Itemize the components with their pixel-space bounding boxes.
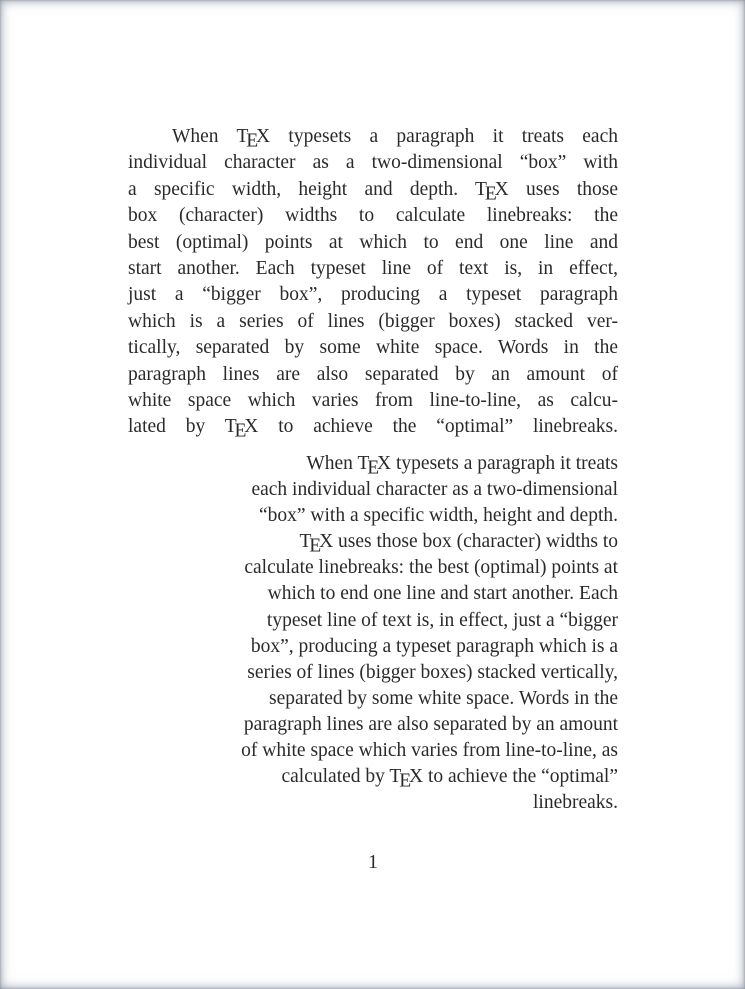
text-line: “box” with a specific width, height and depth. (258, 505, 618, 527)
text-line: start another. Each typeset line of text is, in effect, (128, 258, 618, 280)
text-line: calculated by TEX to achieve the “optimal” (281, 766, 618, 792)
text-line: which to end one line and start another. Each (267, 583, 618, 605)
text-line: separated by some white space. Words in the (269, 687, 618, 709)
text-line: series of lines (bigger boxes) stacked vertically, (247, 661, 618, 683)
tex-logo: TEX (236, 126, 271, 152)
page-number: 1 (368, 851, 378, 873)
tex-logo: TEX (389, 766, 424, 792)
text-line: of white space which varies from line-to-line, as (241, 740, 618, 762)
text-line: tically, separated by some white space. Words in the (128, 337, 618, 359)
tex-logo: TEX (224, 416, 259, 442)
tex-logo: TEX (357, 453, 392, 479)
text-line: typeset line of text is, in effect, just a “bigger (266, 609, 618, 631)
tex-logo: TEX (299, 531, 334, 557)
text-line: paragraph lines are also separated by an amount of (128, 363, 618, 385)
text-line: best (optimal) points at which to end one line and (128, 231, 618, 253)
text-line: calculate linebreaks: the best (optimal) points at (244, 557, 618, 579)
text-line: each individual character as a two-dimensional (251, 479, 618, 501)
paragraph-right-aligned (128, 451, 618, 816)
text-line: a specific width, height and depth. TEX uses those (128, 178, 618, 205)
text-line: When TEX typesets a paragraph it treats each (172, 126, 618, 152)
paragraph-justified (128, 124, 618, 441)
text-line: paragraph lines are also separated by an amount (243, 713, 618, 735)
text-line: just a “bigger box”, producing a typeset paragraph (128, 284, 618, 306)
tex-logo: TEX (475, 178, 509, 205)
text-line: white space which varies from line-to-line, as calcu- (128, 390, 618, 412)
text-line: which is a series of lines (bigger boxes) stacked ver- (128, 310, 618, 332)
text-line: box”, producing a typeset paragraph which is a (250, 635, 618, 657)
text-line: lated by TEX to achieve the “optimal” linebreaks. (128, 416, 618, 442)
text-line: TEX uses those box (character) widths to (299, 531, 618, 557)
text-line: box (character) widths to calculate linebreaks: the (128, 205, 618, 227)
text-line: linebreaks. (532, 792, 618, 814)
text-line: When TEX typesets a paragraph it treats (306, 453, 618, 479)
text-line: individual character as a two-dimensional “box” with (128, 152, 618, 174)
